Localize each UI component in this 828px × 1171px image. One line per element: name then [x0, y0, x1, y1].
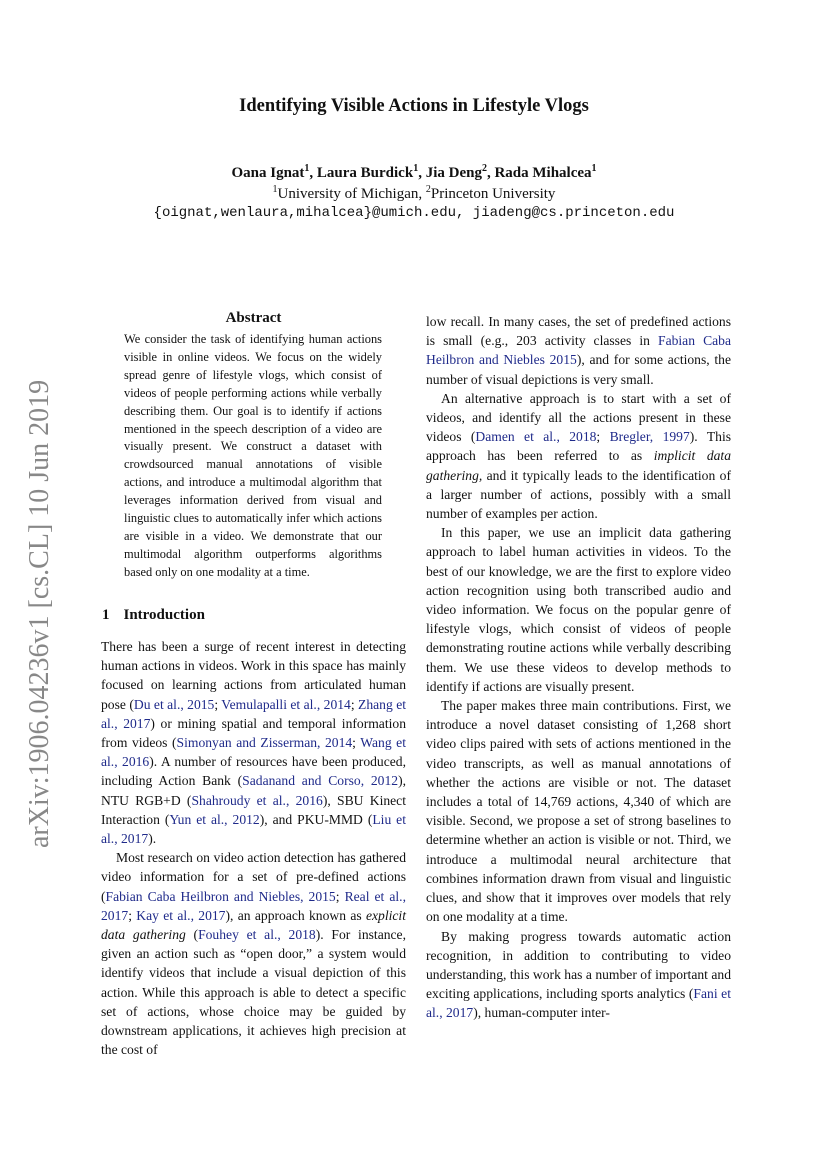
emphasized-term: implicit data gathering, [426, 448, 731, 483]
author: Laura Burdick [316, 165, 414, 181]
section-heading [102, 607, 405, 624]
author-affiliation-marker: 1 [413, 163, 419, 174]
paragraph-text: low recall. In many cases, the set of predefined actions is small (e.g., 203 activity classes in [426, 314, 731, 349]
paragraph [101, 848, 406, 1059]
emphasized-term: explicit data gathering [101, 907, 406, 943]
citation-link[interactable]: Du et al., 2015 [133, 696, 215, 712]
paragraph-text: An alternative approach is to start with a set of videos, and identify all the actions present in these videos ( [426, 390, 731, 445]
paragraph [101, 637, 406, 848]
affiliation: University of Michigan, [277, 186, 426, 202]
author: Rada Mihalcea [494, 165, 592, 181]
paragraph-text: ), SBU Kinect Interaction ( [101, 792, 406, 827]
citation-link[interactable]: Wang et al., 2016 [101, 735, 406, 770]
paragraph [426, 389, 731, 523]
section-title: Introduction [123, 607, 205, 623]
paragraph-text: ), NTU RGB+D ( [101, 773, 406, 808]
author-affiliation-marker: 2 [481, 163, 487, 174]
paragraph-text: ; [596, 429, 610, 445]
paper-title: Identifying Visible Actions in Lifestyle Vlogs [239, 96, 589, 116]
paragraph [426, 927, 731, 1023]
paragraph-text: ) or mining spatial and temporal information from videos ( [101, 715, 406, 751]
paragraph-text: ; [128, 907, 137, 923]
citation-link[interactable]: Fabian Caba Heilbron and Niebles 2015 [426, 333, 732, 368]
citation-link[interactable]: Zhang et al., 2017 [101, 696, 407, 731]
affiliation-marker: 2 [425, 184, 431, 195]
right-column-body [426, 312, 731, 1023]
citation-link[interactable]: Bregler, 1997 [609, 429, 690, 445]
section-number: 1 [102, 607, 110, 623]
paragraph-text: ). This approach has been referred to as [426, 429, 732, 464]
paragraph [426, 696, 731, 926]
paragraph-text: Most research on video action detection has gathered video information for a set of pre-defined actions ( [101, 850, 406, 904]
citation-link[interactable]: Simonyan and Zisserman, 2014 [176, 735, 353, 751]
citation-link[interactable]: Fabian Caba Heilbron and Niebles, 2015 [105, 888, 336, 904]
citation-link[interactable]: Vemulapalli et al., 2014 [221, 696, 351, 712]
author-affiliation-marker: 1 [591, 163, 597, 174]
paragraph-text: ; [352, 735, 361, 751]
citation-link[interactable]: Liu et al., 2017 [101, 811, 406, 847]
abstract-heading: Abstract [225, 310, 282, 326]
affiliation-marker: 1 [272, 184, 278, 195]
paragraph-text: ), and PKU-MMD ( [259, 811, 373, 827]
paragraph-text: ( [185, 927, 199, 943]
paragraph-text: ; [335, 888, 345, 904]
paragraph-text: ), an approach known as [225, 907, 366, 923]
citation-link[interactable]: Shahroudy et al., 2016 [191, 792, 323, 808]
affiliation: Princeton University [430, 186, 556, 202]
citation-link[interactable]: Kay et al., 2017 [136, 907, 226, 923]
paragraph-text: and it typically leads to the identification of a larger number of actions, possibly with a small number of examples per action. [426, 467, 731, 522]
citation-link[interactable]: Yun et al., 2012 [169, 811, 260, 827]
author-emails: {oignat,wenlaura,mihalcea}@umich.edu, jiadeng@cs.princeton.edu [153, 205, 675, 221]
paragraph-text: In this paper, we use an implicit data gathering approach to label human activities in videos. To the best of our knowledge, we are the first to explore video action recognition using both transcribed audio and video information. We focus on the popular genre of lifestyle vlogs, which consist of videos of people demonstrating routine actions while verbally describing them. We use these videos to develop methods to identify if actions are visually present. [426, 525, 731, 694]
author-list: Oana Ignat$^1$, Laura Burdick$^1$, Jia Deng$^2$, Rada Mihalcea$^1$ [231, 163, 597, 181]
paragraph-text: ). A number of resources have been produced, including Action Bank ( [101, 754, 406, 789]
citation-link[interactable]: Damen et al., 2018 [475, 429, 597, 445]
paragraph-text: ), human-computer inter- [473, 1005, 610, 1021]
citation-link[interactable]: Fouhey et al., 2018 [198, 927, 316, 943]
paragraph-text: ; [350, 696, 359, 712]
left-column-body [101, 637, 406, 1059]
author-affiliation-marker: 1 [304, 163, 310, 174]
author: Oana Ignat [231, 165, 305, 181]
paragraph-text: The paper makes three main contributions. First, we introduce a novel dataset consisting of 1,268 short video clips paired with sets of actions mentioned in the video transcripts, as well as manual annotations of whether the actions are visible or not. The dataset includes a total of 14,769 actions, 4,340 of which are visible. Second, we propose a set of strong baselines to determine whether an action is visible or not. Third, we introduce a multimodal neural architecture that combines information drawn from visual and linguistic clues, and show that it improves over models that rely on one modality at a time. [426, 698, 731, 925]
paragraph-text: ). [148, 831, 157, 847]
paragraph-text: There has been a surge of recent interest in detecting human actions in videos. Work in this space has mainly focused on learning actions from articulated human pose ( [101, 639, 406, 712]
paragraph-text: ; [214, 696, 222, 712]
citation-link[interactable]: Sadanand and Corso, 2012 [242, 773, 399, 789]
paragraph [426, 312, 731, 389]
paragraph [426, 523, 731, 696]
affiliations [0, 186, 828, 203]
arxiv-identifier: arXiv:1906.04236v1 [cs.CL] 10 Jun 2019 [24, 379, 55, 848]
paragraph-text: By making progress towards automatic action recognition, in addition to contributing to video understanding, this work has a number of important and exciting applications, including sports analytics ( [426, 928, 731, 1002]
author: Jia Deng [425, 165, 482, 181]
paragraph-text: ). For instance, given an action such as “open door,” a system would identify videos that include a visual depiction of this action. While this approach is able to detect a specific set of actions, whose choice may be guided by downstream applications, it achieves high precision at the cost of [101, 927, 406, 1058]
abstract-text: We consider the task of identifying human actions visible in online videos. We focus on the widely spread genre of lifestyle vlogs, which consist of videos of people performing actions while verbally describing them. Our goal is to identify if actions mentioned in the speech description of a video are visually present. We construct a dataset with crowdsourced manual annotations of visible actions, and introduce a multimodal algorithm that leverages information derived from visual and linguistic clues to automatically infer which actions are visible in a video. We demonstrate that our multimodal algorithm outperforms algorithms based only on one modality at a time. [124, 332, 382, 579]
paragraph-text: ), and for some actions, the number of visual depictions is very small. [426, 352, 731, 387]
citation-link[interactable]: Real et al., 2017 [101, 888, 406, 923]
citation-link[interactable]: Fani et al., 2017 [426, 986, 731, 1021]
